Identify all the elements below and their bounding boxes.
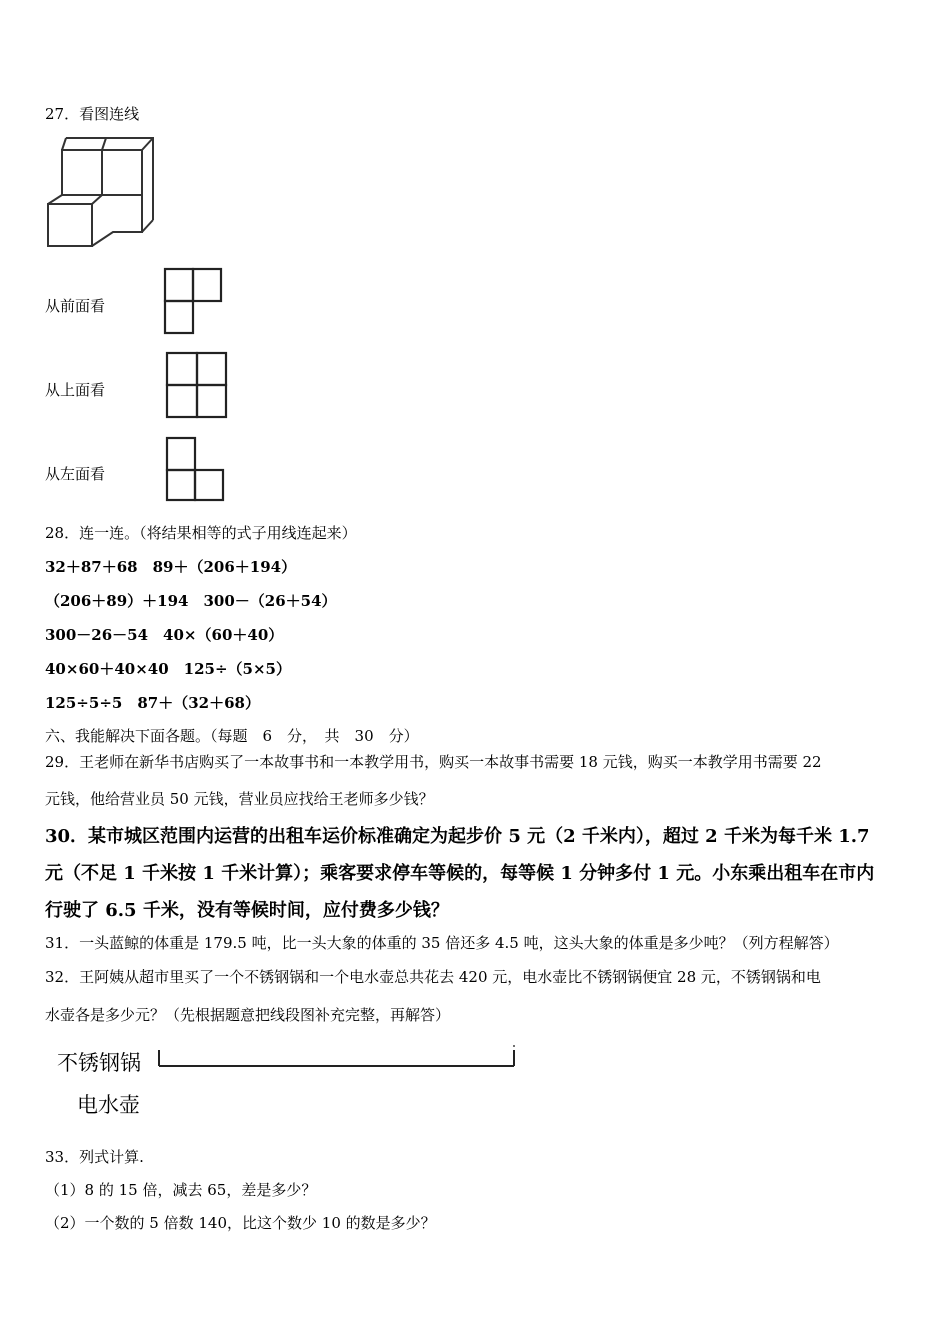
view-front-label: 从前面看 bbox=[45, 297, 106, 315]
view-front-shape bbox=[163, 267, 225, 335]
q30-line3: 行驶了 6.5 千米，没有等候时间，应付费多少钱？ bbox=[45, 900, 449, 921]
q33-title: 33．列式计算. bbox=[45, 1148, 144, 1166]
pot-label: 不锈钢锅 bbox=[57, 1051, 141, 1075]
q28-row: 125÷5÷5 87＋（32＋68） bbox=[45, 694, 260, 712]
q30-line2: 元（不足 1 千米按 1 千米计算）；乘客要求停车等候的，每等候 1 分钟多付 1 元。小东乘出租车在市内 bbox=[45, 863, 875, 884]
q32-line1: 32．王阿姨从超市里买了一个不锈钢锅和一个电水壶总共花去 420 元，电水壶比不锈钢锅便宜 28 元，不锈钢锅和电 bbox=[45, 968, 821, 986]
kettle-label: 电水壶 bbox=[77, 1093, 140, 1117]
q28-title: 28．连一连。（将结果相等的式子用线连起来） bbox=[45, 524, 357, 542]
segment-diagram bbox=[155, 1042, 525, 1072]
view-top-shape bbox=[165, 351, 229, 419]
q28-row: （206＋89）＋194 300－（26＋54） bbox=[45, 592, 337, 610]
q28-row: 40×60＋40×40 125÷（5×5） bbox=[45, 660, 291, 678]
section-six-title: 六、我能解决下面各题。（每题 6 分， 共 30 分） bbox=[45, 727, 419, 745]
view-top-label: 从上面看 bbox=[45, 381, 106, 399]
q32-line2: 水壶各是多少元？（先根据题意把线段图补充完整，再解答） bbox=[45, 1006, 451, 1024]
q31-text: 31．一头蓝鲸的体重是 179.5 吨，比一头大象的体重的 35 倍还多 4.5 吨，这头大象的体重是多少吨？（列方程解答） bbox=[45, 934, 839, 952]
view-left-label: 从左面看 bbox=[45, 465, 106, 483]
q29-line1: 29．王老师在新华书店购买了一本故事书和一本教学用书，购买一本故事书需要 18 元钱，购买一本教学用书需要 22 bbox=[45, 753, 822, 771]
q33-sub2: （2）一个数的 5 倍数 140，比这个数少 10 的数是多少？ bbox=[45, 1214, 436, 1232]
cube-figure bbox=[40, 132, 165, 257]
q30-line1: 30．某市城区范围内运营的出租车运价标准确定为起步价 5 元（2 千米内），超过 2 千米为每千米 1.7 bbox=[45, 826, 870, 847]
q27-title: 27．看图连线 bbox=[45, 105, 140, 123]
q28-row: 32＋87＋68 89＋（206＋194） bbox=[45, 558, 297, 576]
view-left-shape bbox=[165, 436, 227, 504]
q33-sub1: （1）8 的 15 倍，减去 65，差是多少？ bbox=[45, 1181, 317, 1199]
q29-line2: 元钱，他给营业员 50 元钱，营业员应找给王老师多少钱？ bbox=[45, 790, 434, 808]
q28-row: 300－26－54 40×（60＋40） bbox=[45, 626, 284, 644]
